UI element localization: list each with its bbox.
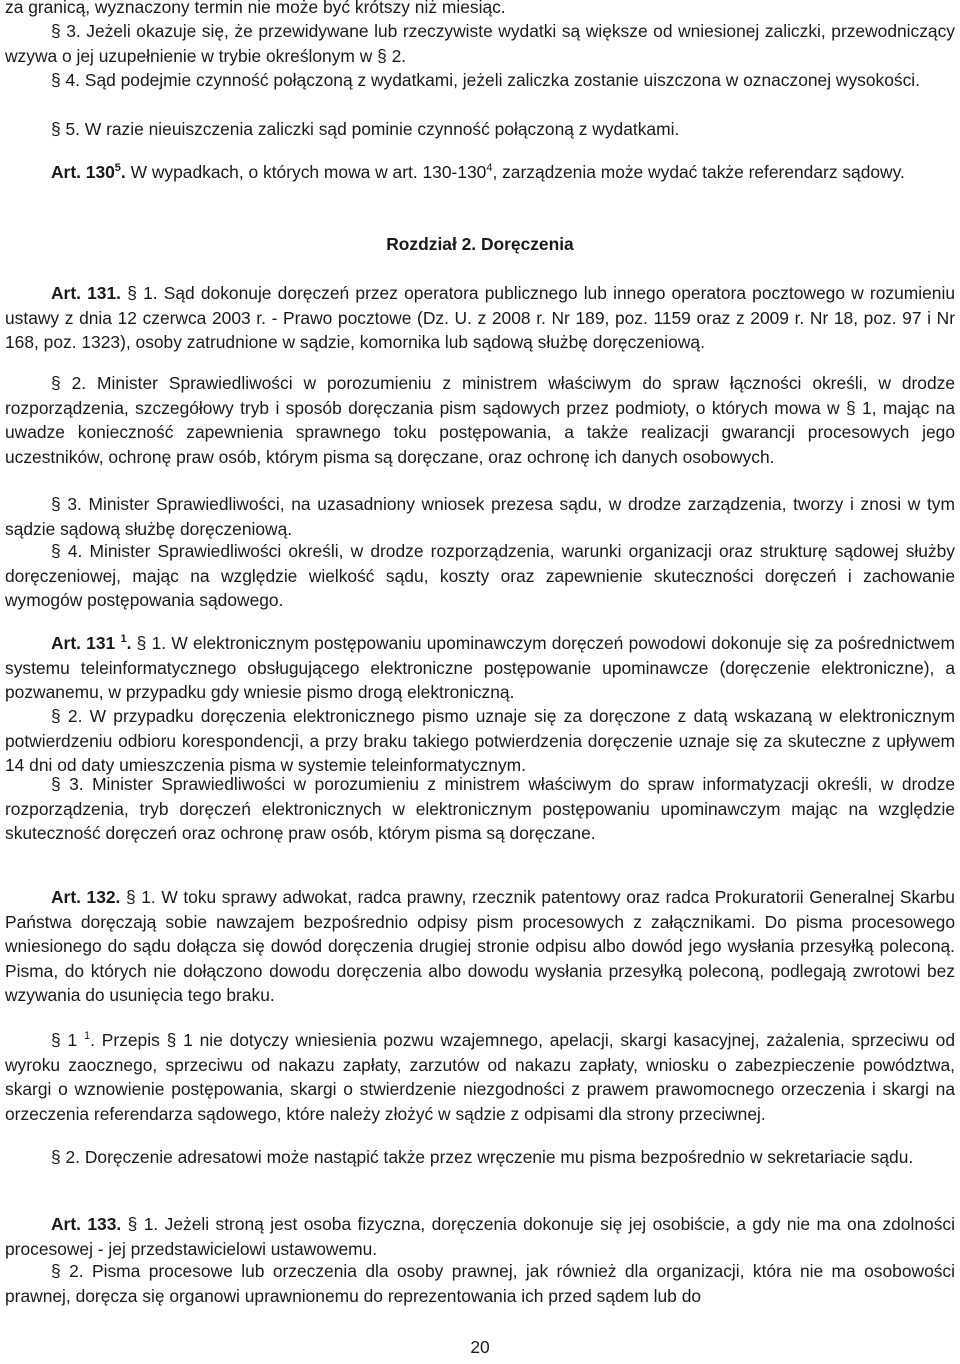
article-131-1-par-2: § 2. W przypadku doręczenia elektronicznego pismo uznaje się za doręczone z datą wskazaną w elektronicznym potwierdzeniu odbioru korespondencji, a przy braku takiego potwierdzenia doręczenie uznaje się za skuteczne z upływem 14 dni od daty umieszczenia pisma w systemie teleinformatycznym. (5, 706, 955, 775)
article-131-par-4: § 4. Minister Sprawiedliwości określi, w drodze rozporządzenia, warunki organizacji oraz strukturę sądowej służby doręczeniowej, mając na względzie wielkość sądu, koszty oraz zapewnienie skuteczności doręczeń i zachowanie wymogów postępowania sądowego. (5, 541, 955, 610)
article-131-par-1: Art. 131. § 1. Sąd dokonuje doręczeń przez operatora publicznego lub innego operatora pocztowego w rozumieniu ustawy z dnia 12 czerwca 2003 r. - Prawo pocztowe (Dz. U. z 2008 r. Nr 189, poz. 1159 oraz z 2009 r. Nr 18, poz. 97 i Nr 168, poz. 1323), osoby zatrudnione w sądzie, komornika lub sądową służbę doręczeniową. (5, 283, 955, 352)
article-131-1-par-1: Art. 131 $^1$. § 1. W elektronicznym postępowaniu upominawczym doręczeń powodowi dokonuje się za pośrednictwem systemu teleinformatycznego obsługującego elektroniczne postępowanie upominawcze (doręczenie elektroniczne), a pozwanemu, w przypadku gdy wniesie pismo drogą elektroniczną. (5, 633, 956, 702)
page-number: 20 (470, 1337, 490, 1357)
paragraph-continuation: za granicą, wyznaczony termin nie może być krótszy niż miesiąc. (5, 0, 506, 17)
paragraph-129-3: § 3. Jeżeli okazuje się, że przewidywane lub rzeczywiste wydatki są większe od wniesionej zaliczki, przewodniczący wzywa o jej uzupełnienie w trybie określonym w § 2. (5, 21, 955, 66)
article-132-par-2: § 2. Doręczenie adresatowi może nastąpić także przez wręczenie mu pisma bezpośrednio w sekretariacie sądu. (51, 1147, 914, 1167)
article-133-par-1: Art. 133. § 1. Jeżeli stroną jest osoba fizyczna, doręczenia dokonuje się jej osobiście, a gdy nie ma ona zdolności procesowej - jej przedstawicielowi ustawowemu. (5, 1214, 955, 1259)
article-130-5: Art. $130^5$. W wypadkach, o których mowa w art. $130-130^4$, zarządzenia może wydać także referendarz sądowy. (51, 162, 905, 182)
article-label: Art. $130^5$. (51, 162, 126, 182)
article-label: Art. 133. (51, 1214, 122, 1234)
paragraph-129-5: § 5. W razie nieuiszczenia zaliczki sąd pominie czynność połączoną z wydatkami. (51, 119, 680, 139)
chapter-heading: Rozdział 2. Doręczenia (386, 234, 574, 254)
article-label: Art. 131 $^1$. (51, 633, 132, 653)
article-131-par-2: § 2. Minister Sprawiedliwości w porozumieniu z ministrem właściwym do spraw łączności określi, w drodze rozporządzenia, szczegółowy tryb i sposób doręczania pism sądowych przez podmioty, o których mowa w § 1, mając na uwadze konieczność zapewnienia sprawnego toku postępowania, a także realizacji gwarancji procesowych jego uczestników, ochronę praw osób, którym pisma są doręczane, oraz ochronę ich danych osobowych. (5, 373, 955, 467)
article-133-par-2: § 2. Pisma procesowe lub orzeczenia dla osoby prawnej, jak również dla organizacji, która nie ma osobowości prawnej, doręcza się organowi uprawnionemu do reprezentowania ich przed sądem lub do (5, 1261, 955, 1306)
article-131-1-par-3: § 3. Minister Sprawiedliwości w porozumieniu z ministrem właściwym do spraw informatyzacji określi, w drodze rozporządzenia, tryb doręczeń elektronicznych w elektronicznym postępowaniu upominawczym mając na względzie skuteczność doręczeń oraz ochronę praw osób, którym pisma są doręczane. (5, 774, 955, 843)
paragraph-129-4: § 4. Sąd podejmie czynność połączoną z wydatkami, jeżeli zaliczka zostanie uiszczona w oznaczonej wysokości. (51, 70, 920, 90)
article-132-par-1: Art. 132. § 1. W toku sprawy adwokat, radca prawny, rzecznik patentowy oraz radca Prokuratorii Generalnej Skarbu Państwa doręczają sobie nawzajem bezpośrednio odpisy pism procesowych z załącznikami. Do pisma procesowego wniesionego do sądu dołącza się dowód doręczenia drugiej stronie odpisu albo dowód jego wysłania przesyłką poleconą. Pisma, do których nie dołączono dowodu doręczenia albo dowodu wysłania przesyłką poleconą, podlegają zwrotowi bez wzywania do usunięcia tego braku. (5, 887, 955, 1005)
article-132-par-1-1: § 1 $^1$. Przepis § 1 nie dotyczy wniesienia pozwu wzajemnego, apelacji, skargi kasacyjnej, zażalenia, sprzeciwu od wyroku zaocznego, sprzeciwu od nakazu zapłaty, zarzutów od nakazu zapłaty, wniosku o zabezpieczenie powództwa, skargi o wznowienie postępowania, skargi o stwierdzenie niezgodności z prawem prawomocnego orzeczenia i skargi na orzeczenia referendarza sądowego, które należy złożyć w sądzie z odpisami dla strony przeciwnej. (5, 1030, 955, 1124)
article-label: Art. 131. (51, 283, 121, 303)
article-131-par-3: § 3. Minister Sprawiedliwości, na uzasadniony wniosek prezesa sądu, w drodze zarządzenia, tworzy i znosi w tym sądzie sądową służbę doręczeniową. (5, 494, 955, 539)
article-label: Art. 132. (51, 887, 121, 907)
